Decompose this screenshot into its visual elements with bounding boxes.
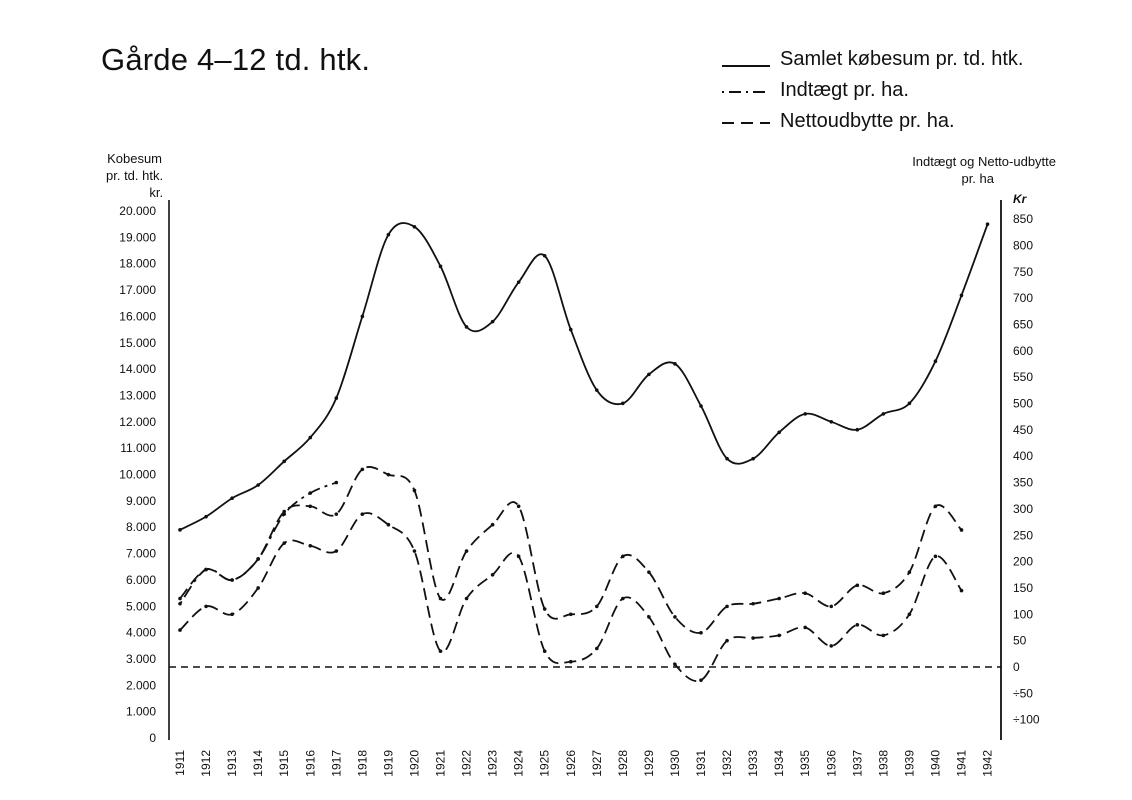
data-point (413, 225, 417, 229)
data-point (829, 644, 833, 648)
data-point (387, 473, 391, 477)
data-point (803, 591, 807, 595)
right-tick-label: 700 (1013, 291, 1034, 306)
data-point (361, 512, 365, 516)
data-point (387, 523, 391, 527)
left-tick-label: 14.000 (119, 362, 156, 377)
right-tick-label: ÷50 (1013, 686, 1033, 701)
right-tick-label: 350 (1013, 475, 1034, 490)
data-point (204, 605, 208, 609)
right-tick-label: 250 (1013, 528, 1034, 543)
x-tick-label: 1936 (824, 750, 839, 777)
chart-title: Gårde 4–12 td. htk. (101, 42, 371, 77)
x-tick-label: 1914 (251, 750, 266, 777)
data-point (621, 402, 625, 406)
data-point (699, 678, 703, 682)
data-point (491, 523, 495, 527)
data-point (595, 388, 599, 392)
left-tick-label: 16.000 (119, 309, 156, 324)
data-point (491, 573, 495, 577)
data-point (178, 628, 182, 632)
left-tick-label: 2.000 (125, 678, 156, 693)
data-point (725, 457, 729, 461)
x-tick-label: 1933 (746, 750, 761, 777)
x-tick-label: 1917 (329, 750, 344, 777)
data-point (751, 636, 755, 640)
data-point (543, 649, 547, 653)
data-point (361, 468, 365, 472)
data-point (699, 631, 703, 635)
left-tick-label: 15.000 (119, 335, 156, 350)
right-tick-label: ÷100 (1013, 712, 1040, 727)
x-tick-label: 1923 (485, 750, 500, 777)
right-tick-label: 50 (1013, 633, 1027, 648)
series-line-1 (180, 483, 336, 604)
data-point (439, 597, 443, 601)
data-point (413, 489, 417, 493)
data-point (178, 597, 182, 601)
right-tick-label: 800 (1013, 238, 1034, 253)
data-point (699, 404, 703, 408)
data-point (282, 541, 286, 545)
data-point (751, 602, 755, 606)
data-point (621, 597, 625, 601)
right-axis-title-line1: Indtægt og Netto-udbytte (912, 154, 1056, 169)
data-point (387, 233, 391, 237)
data-point (647, 570, 651, 574)
x-tick-label: 1930 (667, 750, 682, 777)
data-point (595, 605, 599, 609)
data-point (569, 613, 573, 617)
data-point (647, 373, 651, 377)
data-point (569, 328, 573, 332)
data-point (829, 420, 833, 424)
left-tick-label: 0 (149, 731, 156, 745)
right-tick-label: 0 (1013, 660, 1020, 674)
data-point (204, 568, 208, 572)
data-point (413, 549, 417, 553)
x-tick-label: 1925 (537, 750, 552, 777)
data-point (647, 615, 651, 619)
data-point (543, 254, 547, 258)
data-point (465, 549, 469, 553)
data-point (829, 605, 833, 609)
x-tick-label: 1922 (459, 750, 474, 777)
left-tick-label: 17.000 (119, 283, 156, 298)
data-point (673, 615, 677, 619)
x-tick-label: 1931 (694, 750, 708, 777)
data-point (361, 315, 365, 319)
x-tick-label: 1940 (928, 750, 943, 777)
data-point (308, 491, 312, 495)
data-point (856, 428, 860, 432)
legend-label: Indtægt pr. ha. (780, 79, 909, 101)
data-point (934, 359, 938, 363)
data-point (517, 280, 521, 284)
data-point (308, 544, 312, 548)
legend-label: Nettoudbytte pr. ha. (780, 110, 955, 132)
data-point (335, 481, 339, 485)
x-tick-label: 1929 (641, 750, 656, 777)
data-point (335, 396, 339, 400)
left-tick-label: 6.000 (125, 572, 156, 587)
data-point (204, 515, 208, 519)
x-tick-label: 1937 (850, 750, 865, 777)
left-tick-label: 12.000 (119, 414, 156, 429)
data-point (856, 623, 860, 627)
right-tick-label: 650 (1013, 317, 1034, 332)
x-tick-label: 1918 (355, 750, 370, 777)
data-point (934, 504, 938, 508)
data-point (803, 626, 807, 630)
x-tick-label: 1924 (511, 750, 526, 777)
x-tick-label: 1938 (876, 750, 891, 777)
data-point (256, 586, 260, 590)
right-axis-title-line2: pr. ha (961, 171, 994, 186)
left-tick-label: 3.000 (125, 651, 156, 666)
x-tick-label: 1934 (772, 750, 787, 777)
data-point (908, 613, 912, 617)
data-point (777, 597, 781, 601)
data-point (751, 457, 755, 461)
data-point (439, 265, 443, 269)
left-axis-unit: kr. (149, 185, 164, 200)
x-tick-label: 1912 (199, 750, 214, 777)
x-tick-label: 1919 (381, 750, 396, 777)
right-tick-label: 750 (1013, 264, 1034, 279)
data-point (465, 325, 469, 329)
right-tick-label: 600 (1013, 343, 1034, 358)
data-point (439, 649, 443, 653)
right-tick-label: 550 (1013, 370, 1034, 385)
series-line-3 (180, 513, 962, 681)
data-point (725, 639, 729, 643)
data-point (986, 222, 990, 226)
x-tick-label: 1935 (798, 750, 813, 777)
right-tick-label: 300 (1013, 501, 1034, 516)
x-tick-label: 1932 (720, 750, 735, 777)
left-tick-label: 8.000 (125, 520, 156, 535)
data-point (335, 549, 339, 553)
x-tick-label: 1927 (589, 750, 604, 777)
data-point (230, 613, 234, 617)
right-tick-label: 850 (1013, 212, 1034, 227)
x-tick-label: 1939 (902, 750, 917, 777)
data-point (178, 528, 182, 532)
series-line-2 (180, 467, 962, 633)
data-point (178, 602, 182, 606)
data-point (230, 578, 234, 582)
data-point (308, 504, 312, 508)
data-point (882, 634, 886, 638)
left-tick-label: 20.000 (119, 204, 156, 218)
data-point (673, 663, 677, 667)
left-tick-label: 10.000 (119, 467, 156, 482)
left-axis-title-line1: Kobesum (107, 151, 162, 166)
data-point (335, 512, 339, 516)
right-tick-label: 450 (1013, 422, 1034, 437)
left-tick-label: 9.000 (125, 493, 156, 508)
data-point (282, 510, 286, 514)
right-tick-label: 400 (1013, 449, 1034, 464)
left-tick-label: 7.000 (125, 546, 156, 561)
data-point (491, 320, 495, 324)
series-line-0 (180, 223, 988, 530)
right-tick-label: 100 (1013, 607, 1034, 622)
left-tick-label: 18.000 (119, 256, 156, 271)
x-tick-label: 1913 (225, 750, 240, 777)
left-tick-label: 19.000 (119, 230, 156, 245)
x-tick-label: 1942 (980, 750, 995, 777)
data-point (960, 589, 964, 593)
x-tick-label: 1911 (173, 750, 187, 776)
left-tick-label: 1.000 (125, 704, 156, 719)
data-point (803, 412, 807, 416)
data-point (934, 555, 938, 559)
right-tick-label: 500 (1013, 396, 1034, 411)
left-tick-label: 13.000 (119, 388, 156, 403)
data-point (282, 460, 286, 464)
x-tick-label: 1916 (303, 750, 318, 777)
x-tick-label: 1928 (615, 750, 630, 777)
left-tick-label: 4.000 (125, 625, 156, 640)
legend-label: Samlet købesum pr. td. htk. (780, 48, 1024, 70)
x-tick-label: 1926 (563, 750, 578, 777)
data-point (543, 607, 547, 611)
data-point (569, 660, 573, 664)
data-point (725, 605, 729, 609)
data-point (856, 584, 860, 588)
x-tick-label: 1921 (433, 750, 448, 777)
data-point (673, 362, 677, 366)
data-point (960, 294, 964, 298)
x-tick-label: 1941 (954, 750, 969, 777)
right-axis-unit: Kr (1013, 192, 1027, 206)
data-point (308, 436, 312, 440)
data-point (777, 634, 781, 638)
data-point (908, 570, 912, 574)
data-point (882, 412, 886, 416)
data-point (908, 402, 912, 406)
right-tick-label: 200 (1013, 554, 1034, 569)
x-tick-label: 1920 (407, 750, 422, 777)
left-tick-label: 11.000 (120, 441, 156, 456)
data-point (517, 555, 521, 559)
data-point (256, 483, 260, 487)
left-tick-label: 5.000 (125, 599, 156, 614)
data-point (517, 504, 521, 508)
x-tick-label: 1915 (277, 750, 292, 777)
right-tick-label: 150 (1013, 580, 1034, 595)
data-point (465, 597, 469, 601)
data-point (882, 591, 886, 595)
data-point (621, 555, 625, 559)
data-point (960, 528, 964, 532)
data-point (595, 647, 599, 651)
data-point (256, 557, 260, 561)
left-axis-title-line2: pr. td. htk. (106, 168, 164, 183)
data-point (777, 431, 781, 435)
data-point (230, 496, 234, 500)
